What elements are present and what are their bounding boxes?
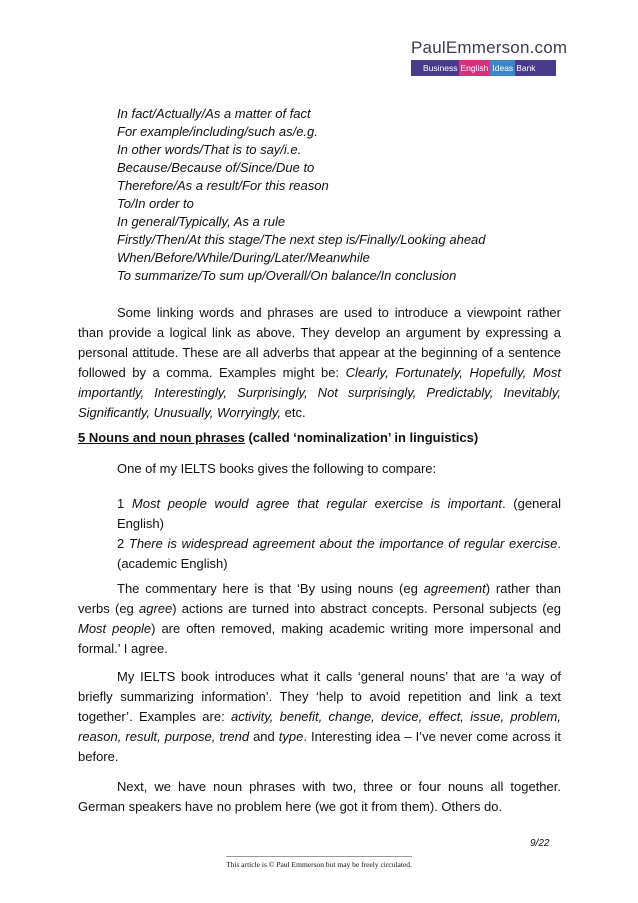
logo-tagline-english: English — [459, 60, 491, 76]
italic-term: Most people — [78, 621, 152, 636]
paragraph-noun-phrases — [78, 777, 561, 817]
italic-term: type — [278, 729, 304, 744]
logo — [411, 38, 568, 76]
logo-tagline — [411, 60, 556, 76]
example-1 — [117, 494, 561, 534]
paragraph-text: One of my IELTS books gives the following to compare: — [117, 461, 437, 476]
paragraph-text: My IELTS book introduces what it calls ‘general nouns’ that are ‘a way of briefly summarizing information’. They ‘help to avoid repetition and link a text together’. Examples are: — [78, 669, 561, 724]
logo-tagline-bank: Bank — [516, 63, 536, 73]
paragraph-text: Next, we have noun phrases with two, three or four nouns all together. German speakers have no problem here (we got it from them). Others do. — [78, 779, 561, 814]
paragraph-viewpoint — [78, 303, 561, 423]
list-item: To summarize/To sum up/Overall/On balance/In conclusion — [117, 268, 457, 283]
heading-underlined: 5 Nouns and noun phrases — [78, 430, 245, 445]
logo-tagline-business: Business — [423, 63, 458, 73]
footer-text: This article is © Paul Emmerson but may be freely circulated. — [226, 856, 412, 869]
example-sentence: There is widespread agreement about the importance of regular exercise — [128, 536, 558, 551]
paragraph-text: ) rather than verbs (eg — [78, 581, 561, 616]
list-item: When/Before/While/During/Later/Meanwhile — [117, 250, 370, 265]
paragraph-text: and — [249, 729, 279, 744]
adverb-examples: Clearly, Fortunately, Hopefully, Most importantly, Interestingly, Surprisingly, Not surprisingly, Predictably, Inevitably, Significantly, Unusually, Worryingly, — [78, 365, 561, 420]
list-item: Therefore/As a result/For this reason — [117, 178, 329, 193]
paragraph-text: ) are often removed, making academic writing more impersonal and formal.’ I agree. — [78, 621, 561, 656]
paragraph-text: . Interesting idea – I’ve never come across it before. — [78, 729, 561, 764]
paragraph-text: etc. — [281, 405, 306, 420]
italic-term: activity, benefit, change, device, effect, issue, problem, reason, result, purpose, trend — [78, 709, 561, 744]
example-number: 2 — [117, 536, 129, 551]
logo-title: PaulEmmerson.com — [411, 38, 568, 57]
paragraph-commentary — [78, 579, 561, 659]
paragraph-compare — [78, 459, 561, 479]
list-item: In other words/That is to say/i.e. — [117, 142, 302, 157]
example-2 — [117, 534, 561, 574]
list-item: To/In order to — [117, 196, 194, 211]
logo-tagline-ideas: Ideas — [490, 60, 515, 76]
example-list — [117, 494, 561, 574]
page-number: 9/22 — [530, 838, 550, 849]
paragraph-general-nouns — [78, 667, 561, 767]
heading-rest: (called ‘nominalization’ in linguistics) — [244, 430, 479, 445]
list-item: In fact/Actually/As a matter of fact — [117, 106, 311, 121]
paragraph-text: ) actions are turned into abstract concepts. Personal subjects (eg — [172, 601, 561, 616]
example-label: . (general English) — [117, 496, 561, 531]
italic-term: agree — [139, 601, 173, 616]
list-item: In general/Typically, As a rule — [117, 214, 286, 229]
example-sentence: Most people would agree that regular exercise is important — [131, 496, 502, 511]
example-label: . (academic English) — [117, 536, 561, 571]
section-heading — [78, 430, 478, 445]
footer — [0, 856, 638, 869]
italic-term: agreement — [423, 581, 486, 596]
list-item: Because/Because of/Since/Due to — [117, 160, 315, 175]
list-item: Firstly/Then/At this stage/The next step is/Finally/Looking ahead — [117, 232, 486, 247]
linking-phrase-list — [117, 105, 561, 285]
example-number: 1 — [117, 496, 132, 511]
list-item: For example/including/such as/e.g. — [117, 124, 318, 139]
paragraph-text: The commentary here is that ‘By using nouns (eg — [117, 581, 424, 596]
paragraph-text: Some linking words and phrases are used to introduce a viewpoint rather than provide a logical link as above. They develop an argument by expressing a personal attitude. These are all adverbs that appear at the beginning of a sentence followed by a comma. Examples might be: — [78, 305, 561, 380]
